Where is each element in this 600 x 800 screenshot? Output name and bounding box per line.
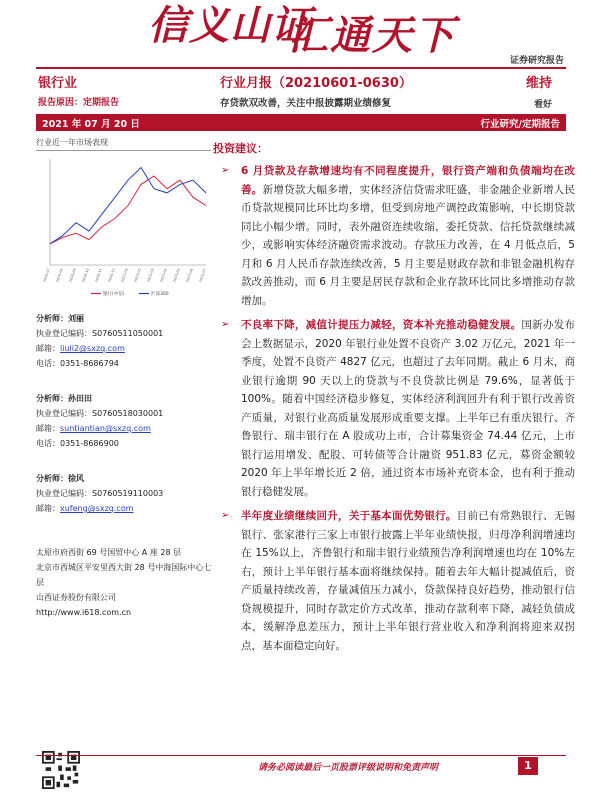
disclaimer-notice: 请务必阅读最后一页股票评级说明和免责声明 (258, 763, 439, 773)
arrow-bullet-icon: ➢ (221, 165, 230, 176)
point-body: 目前已有常熟银行、无锡银行、张家港行三家上市银行披露上半年业绩快报，归母净利润增速均在 15%以上，齐鲁银行和瑞丰银行业绩预告净利润增速也均在 10%左右，预计上半年银行基本面将继续保持。随着去年大幅计提减值后，资产质量持续改善，存量减值压力减小，贷款保持良好趋势，推动银行信贷规模提升，同时存款定价方式改革，推动存款利率下降，减轻负债成本，缓解净息差压力，预计上半年银行营业收入和净利润将迎来双拐点，基本面稳定向好。 (241, 510, 576, 652)
legend-label: 银行(中信) (103, 292, 125, 297)
main-content (213, 140, 575, 661)
recommendation-point (213, 507, 575, 655)
rating-label: 维持 (526, 76, 553, 91)
analyst-email-link[interactable]: liuli2@sxzq.com (60, 344, 125, 353)
series-line-0 (50, 176, 206, 244)
chart-caption: 行业近一年市场表现 (36, 137, 211, 151)
x-tick-label: 2020-09 (68, 267, 77, 283)
point-headline: 不良率下降，减值计提压力减轻，资本补充推动稳健发展。 (241, 319, 522, 331)
reg-label: 执业登记编码： (36, 409, 92, 418)
section-title: 投资建议： (213, 142, 268, 155)
analyst-role: 分析师： (36, 314, 68, 323)
analyst-card (36, 391, 216, 451)
reg-code: S0760519110003 (92, 489, 164, 498)
x-tick-label: 2020-11 (94, 267, 103, 283)
qr-code-icon (42, 751, 80, 789)
left-sidebar (36, 137, 216, 617)
analyst-name: 孙田田 (68, 394, 92, 403)
analyst-email-link[interactable]: xufeng@sxzq.com (60, 504, 134, 513)
footer-rule (36, 755, 566, 756)
report-type-label: 证券研究报告 (509, 56, 564, 66)
reg-label: 执业登记编码： (36, 489, 92, 498)
analyst-name: 刘丽 (68, 314, 84, 323)
analyst-name: 徐风 (68, 474, 84, 483)
report-date: 2021 年 07 月 20 日 (42, 119, 140, 130)
point-body: 新增贷款大幅多增，实体经济信贷需求旺盛，非金融企业新增人民币贷款规模同比环比均多增，但受到房地产调控政策影响，中长期贷款同比小幅少增。同时，表外融资连续收缩，委托贷款、信托贷款继续减少，或影响实体经济融资需求波动。存款压力改善，在 4 月低点后，5 月和 6 月人民币存款连续改善，5 月主要是财政存款和非银金融机构存款改善推动，而 6 月主要是居民存款和企业存款环比同比多增推动存款增加。 (241, 183, 576, 307)
outlook-label: 看好 (534, 100, 553, 110)
legend-label: 沪深300 (151, 292, 169, 297)
banner (0, 0, 600, 60)
analyst-card (36, 471, 216, 516)
x-tick-label: 2021-07 (198, 267, 207, 283)
x-tick-label: 2021-05 (172, 267, 181, 283)
x-tick-label: 2021-02 (133, 267, 142, 283)
address-line-1: 太原市府西街 69 号国贸中心 A 座 28 层 (36, 548, 182, 557)
analyst-card (36, 311, 216, 371)
address-line-2: 北京市西城区平安里西大街 28 号中海国际中心七层 (36, 563, 212, 587)
email-label: 邮箱： (36, 424, 60, 433)
x-tick-label: 2020-12 (107, 267, 116, 283)
phone-number: 0351-8686794 (60, 359, 119, 368)
company-address (36, 545, 216, 620)
point-body: 国新办发布会上数据显示，2020 年银行业处置不良资产 3.02 万亿元，2021 年一季度，处置不良资产 4827 亿元，也超过了去年同期。截止 6 月末，商业银行逾期 90 天以上的贷款与不良贷款比例是 79.6%，显著低于 100%。随着中国经济稳步修复，实体经济利润回升有利于银行改善资产质量，对银行业高质量发展形成重要支撑。上半年已有重庆银行、齐鲁银行、瑞丰银行在 A 股成功上市，合计募集资金 74.44 亿元，上市银行运用增发、配股、可转债等合计融资 951.83 亿元，募资金额较 2020 年上半年增长近 2 倍，通过资本市场补充资本金，也有利于推动银行稳健发展。 (241, 319, 576, 498)
page-number: 1 (518, 757, 538, 775)
company-name: 山西证券股份有限公司 (36, 593, 116, 602)
date-bar (36, 114, 566, 131)
point-headline: 6 月贷款及存款增速均有不同程度提升，银行资产端和负债端均在改善。 (241, 165, 575, 196)
email-label: 邮箱： (36, 344, 60, 353)
arrow-bullet-icon: ➢ (221, 510, 230, 521)
report-subtitle: 存贷款双改善，关注中报披露期业绩修复 (220, 98, 392, 109)
report-category: 行业研究/定期报告 (480, 119, 560, 130)
reg-code: S0760511050001 (92, 329, 164, 338)
banner-slogan-right: 汇通天下 (288, 12, 456, 59)
point-headline: 半年度业绩继续回升，关于基本面优势银行。 (241, 510, 457, 522)
x-tick-label: 2020-07 (42, 267, 51, 283)
arrow-bullet-icon: ➢ (221, 319, 230, 330)
reg-label: 执业登记编码： (36, 329, 92, 338)
x-tick-label: 2021-03 (146, 267, 155, 283)
banner-slogan-left: 信义山证 (148, 2, 312, 49)
phone-label: 电话： (36, 359, 60, 368)
market-performance-chart (36, 153, 211, 303)
report-title: 行业月报（20210601-0630） (220, 76, 412, 91)
recommendation-point (213, 316, 575, 501)
x-tick-label: 2020-08 (55, 267, 64, 283)
x-tick-label: 2021-01 (120, 267, 129, 283)
reg-code: S0760518030001 (92, 409, 164, 418)
x-tick-label: 2021-04 (159, 267, 168, 283)
email-label: 邮箱： (36, 504, 60, 513)
recommendation-point (213, 162, 575, 310)
x-tick-label: 2021-06 (185, 267, 194, 283)
company-url-link[interactable]: http://www.i618.com.cn (36, 608, 132, 617)
phone-label: 电话： (36, 439, 60, 448)
analyst-role: 分析师： (36, 474, 68, 483)
analyst-role: 分析师： (36, 394, 68, 403)
x-tick-label: 2020-10 (81, 267, 90, 283)
phone-number: 0351-8686900 (60, 439, 119, 448)
header-rule (36, 67, 566, 69)
industry-name: 银行业 (38, 76, 78, 91)
analyst-email-link[interactable]: suntiantian@sxzq.com (60, 424, 151, 433)
report-reason: 报告原因：定期报告 (38, 98, 120, 108)
